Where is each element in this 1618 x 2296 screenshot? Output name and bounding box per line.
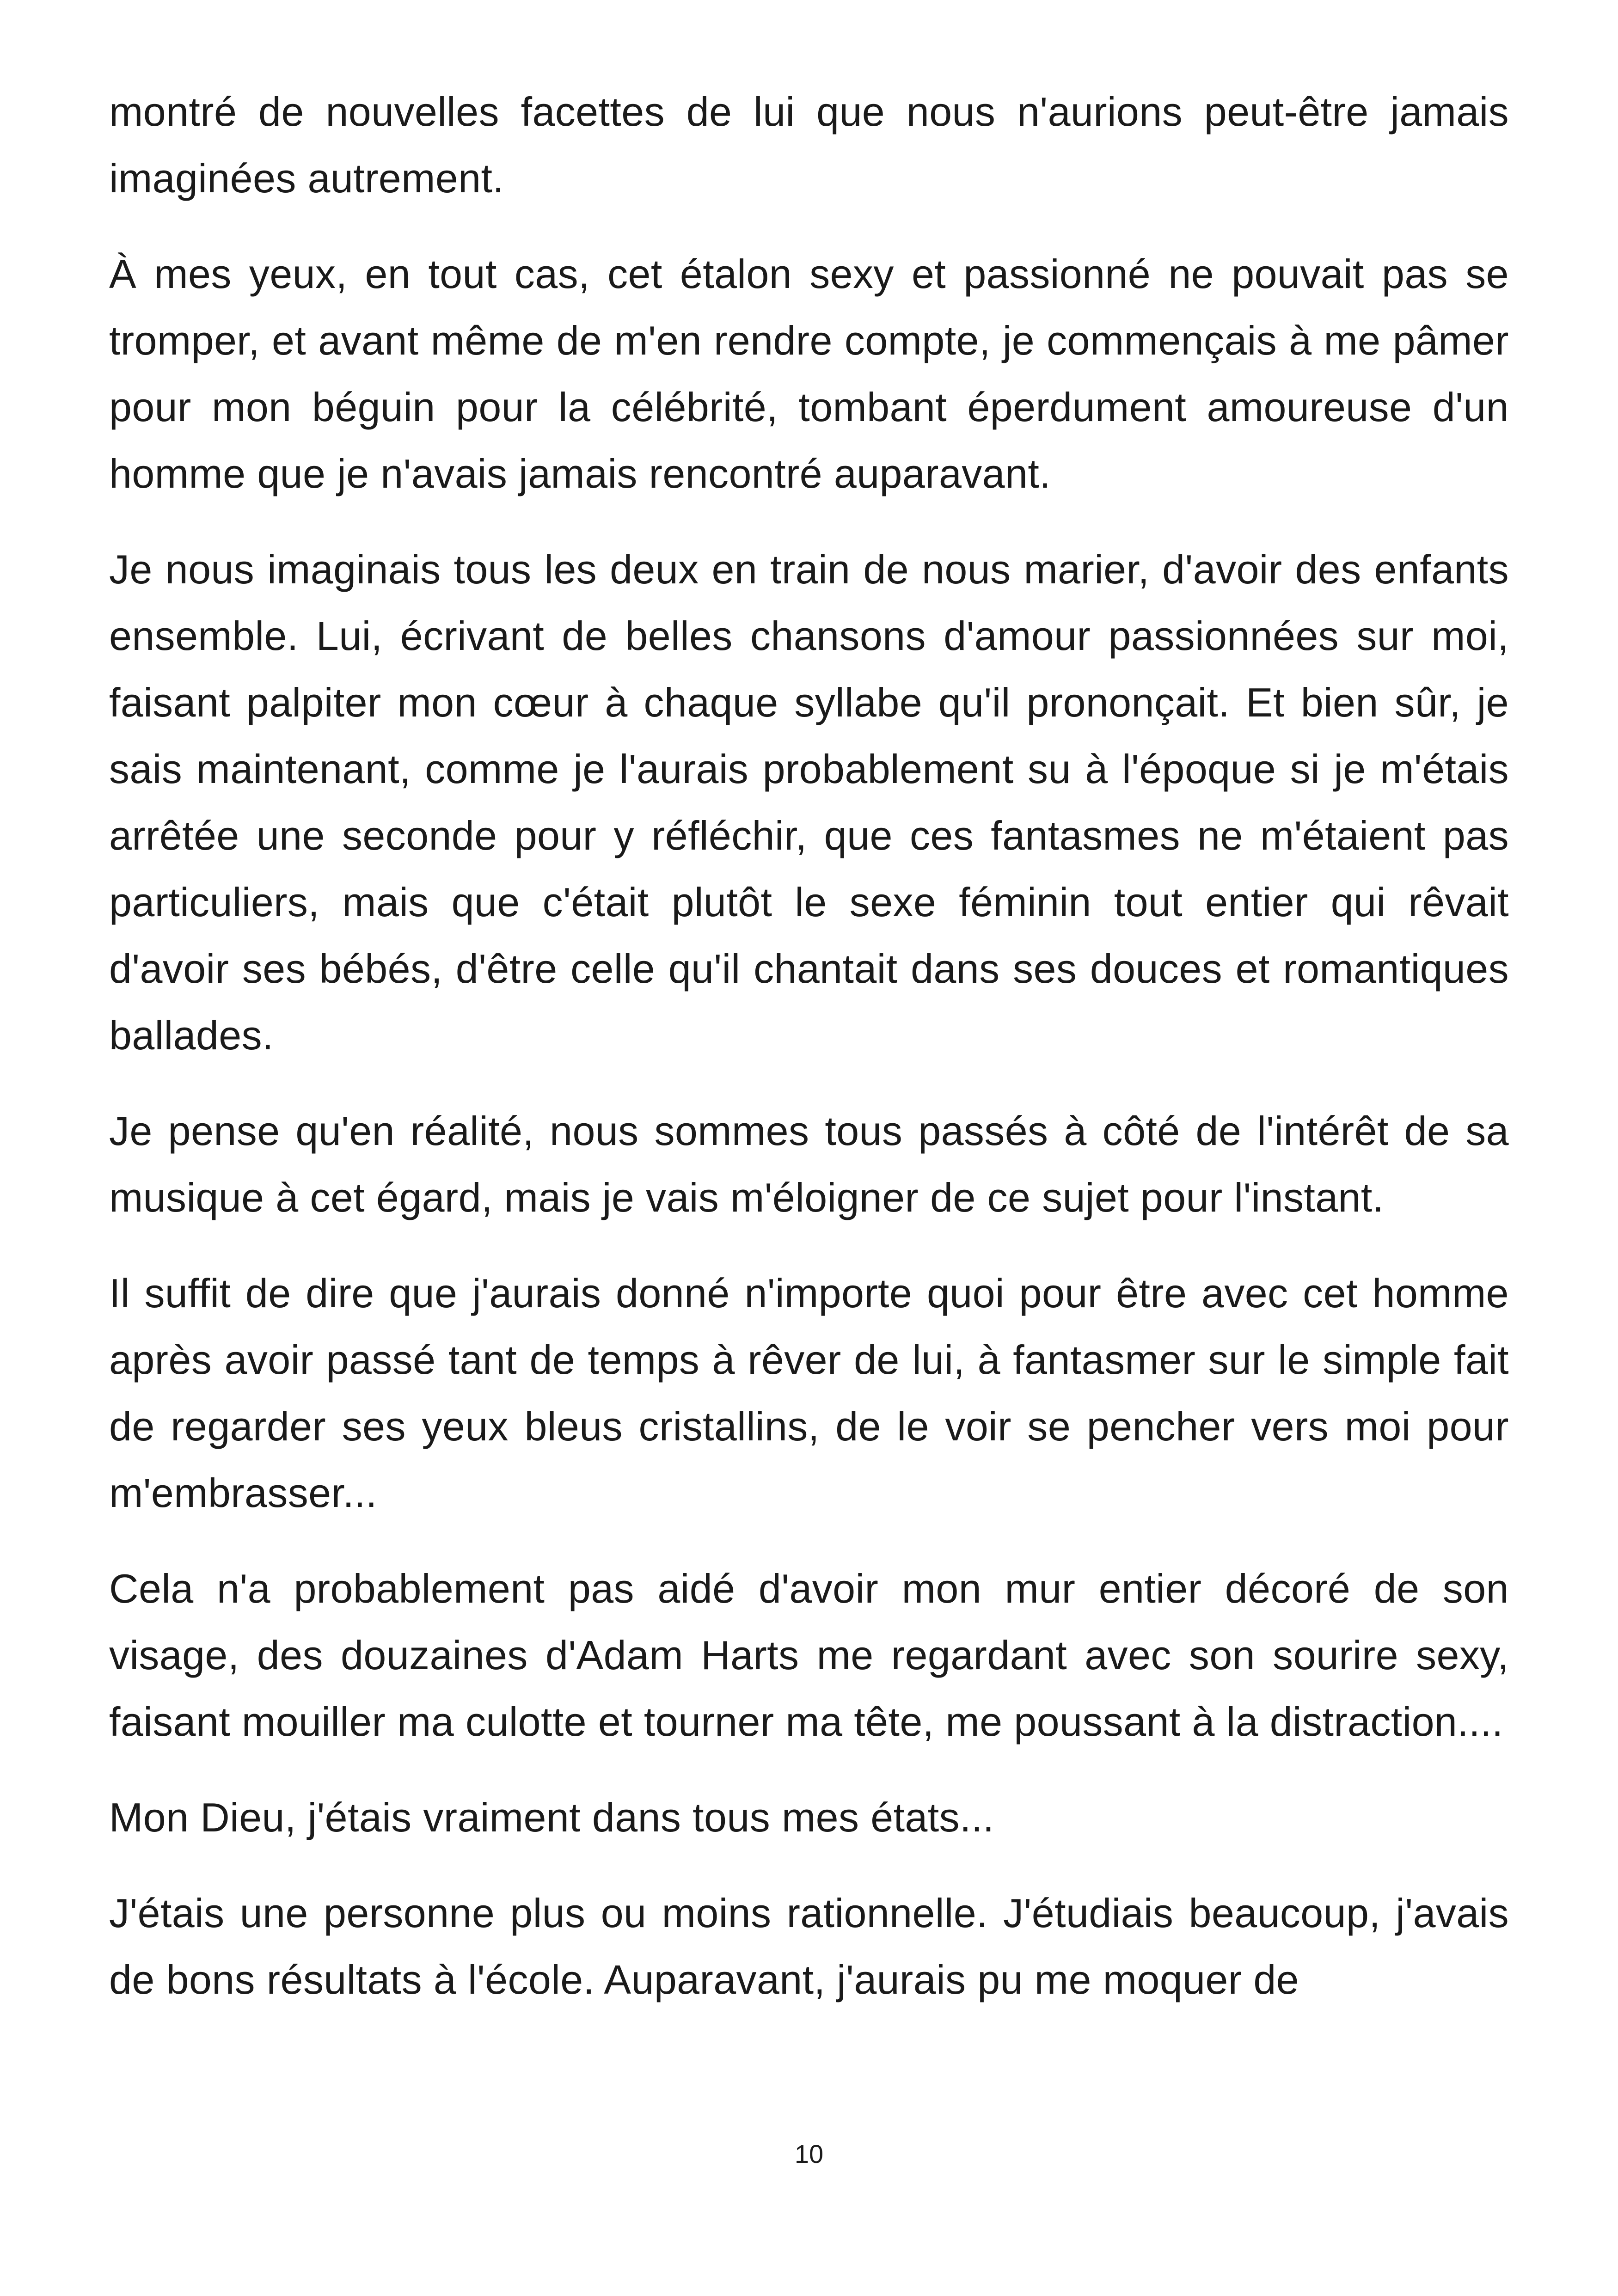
paragraph-4: Je pense qu'en réalité, nous sommes tous passés à côté de l'intérêt de sa musique à cet égard, mais je vais m'éloigner de ce sujet pour l'instant.: [109, 1108, 1509, 1220]
page-number: 10: [794, 2139, 824, 2168]
paragraph-5: Il suffit de dire que j'aurais donné n'importe quoi pour être avec cet homme après avoir passé tant de temps à rêver de lui, à fantasmer sur le simple fait de regarder ses yeux bleus cristallins, de le voir se pencher vers moi pour m'embrasser...: [109, 1270, 1509, 1516]
paragraph-3: Je nous imaginais tous les deux en train de nous marier, d'avoir des enfants ensemble. Lui, écrivant de belles chansons d'amour passionnées sur moi, faisant palpiter mon cœur à chaque syllabe qu'il prononçait. Et bien sûr, je sais maintenant, comme je l'aurais probablement su à l'époque si je m'étais arrêtée une seconde pour y réfléchir, que ces fantasmes ne m'étaient pas particuliers, mais que c'était plutôt le sexe féminin tout entier qui rêvait d'avoir ses bébés, d'être celle qu'il chantait dans ses douces et romantiques ballades.: [109, 546, 1509, 1058]
body-text: [109, 79, 1509, 2042]
paragraph-6: Cela n'a probablement pas aidé d'avoir mon mur entier décoré de son visage, des douzaines d'Adam Harts me regardant avec son sourire sexy, faisant mouiller ma culotte et tourner ma tête, me poussant à la distraction....: [109, 1566, 1509, 1745]
paragraph-1: montré de nouvelles facettes de lui que nous n'aurions peut-être jamais imaginées autrement.: [109, 89, 1509, 201]
paragraph-8: J'étais une personne plus ou moins rationnelle. J'étudiais beaucoup, j'avais de bons résultats à l'école. Auparavant, j'aurais pu me moquer de: [109, 1890, 1509, 2002]
paragraph-2: À mes yeux, en tout cas, cet étalon sexy et passionné ne pouvait pas se tromper, et avant même de m'en rendre compte, je commençais à me pâmer pour mon béguin pour la célébrité, tombant éperdument amoureuse d'un homme que je n'avais jamais rencontré auparavant.: [109, 251, 1509, 496]
paragraph-7: Mon Dieu, j'étais vraiment dans tous mes états...: [109, 1794, 994, 1840]
